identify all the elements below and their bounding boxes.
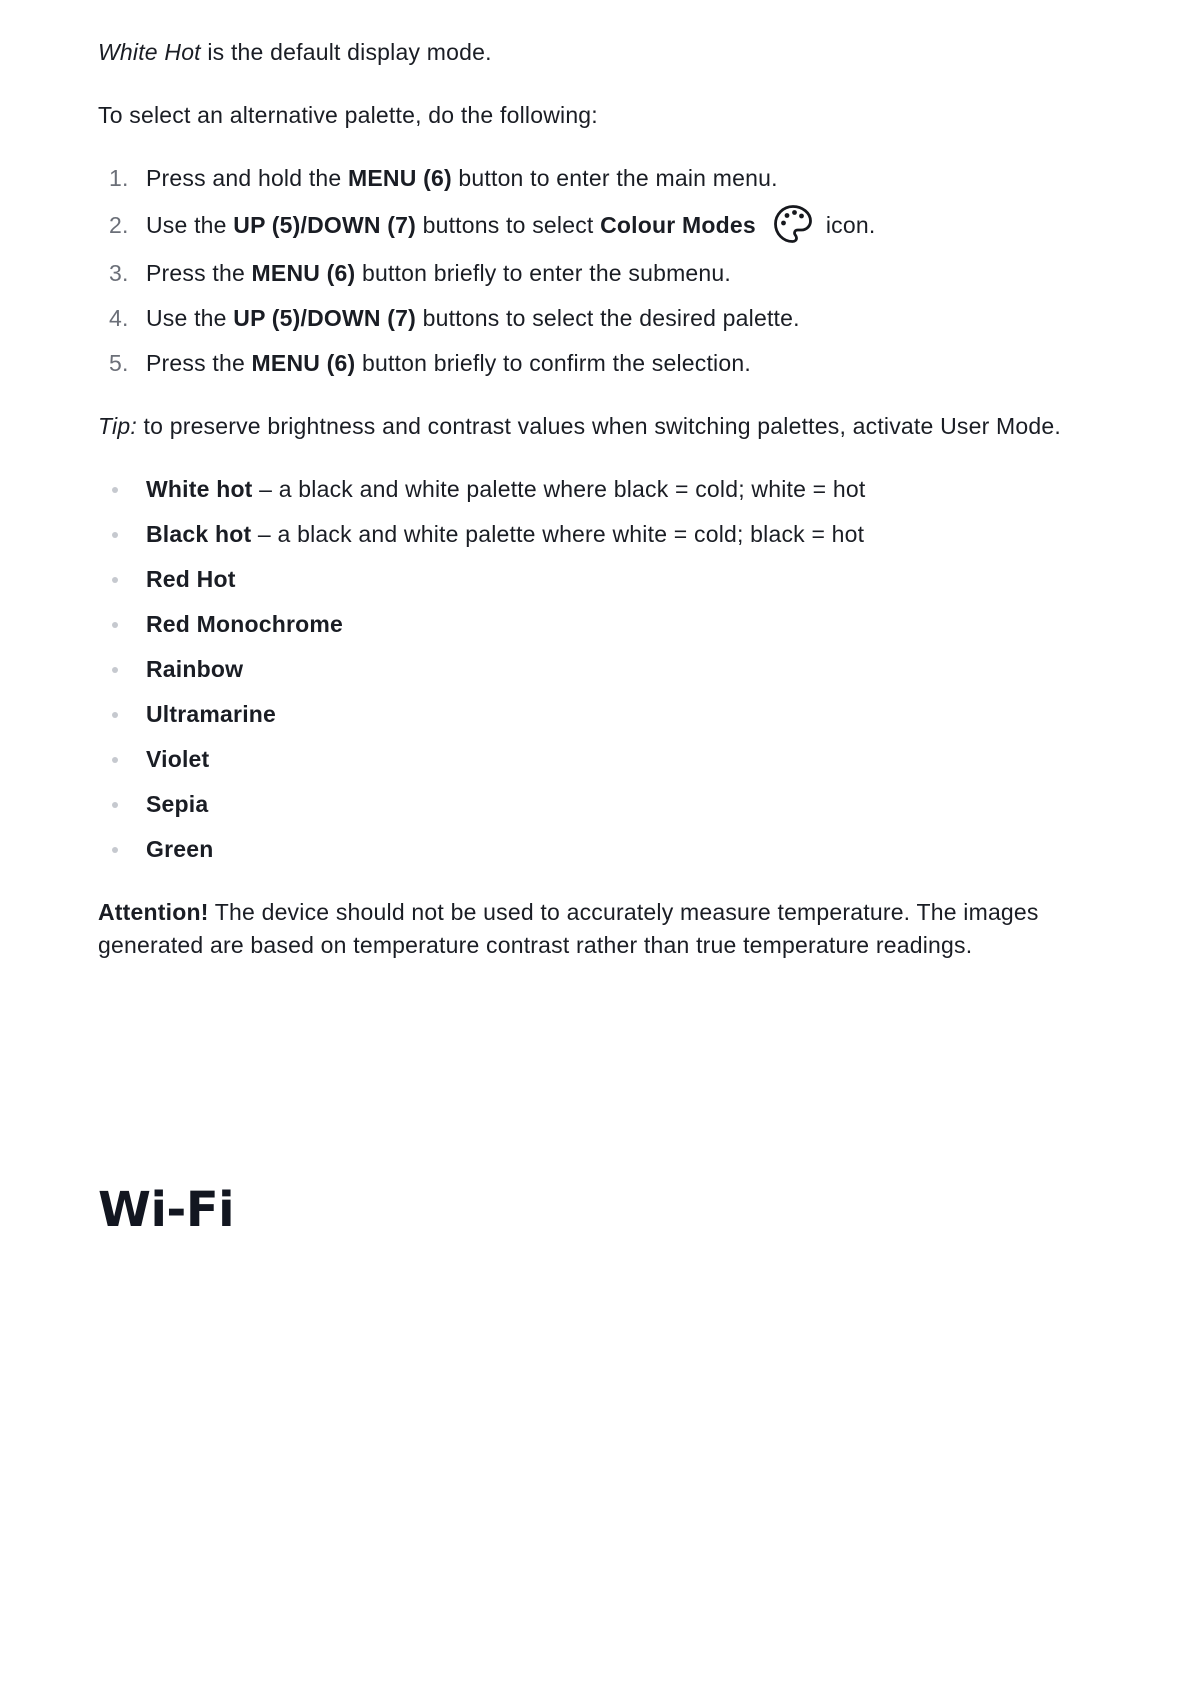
step-text: Use the [146,212,234,238]
select-instructions: To select an alternative palette, do the following: [98,102,598,128]
step-number: 4. [109,304,129,331]
step-text: Use the [146,304,234,331]
steps-list [98,162,1098,380]
palette-list [98,473,1098,866]
palette-name: Violet [146,745,210,772]
bullet-dot [112,487,118,493]
step-number: 5. [109,349,129,376]
step-menu-name: Colour Modes [600,212,756,238]
palette-description: – a black and white palette where black = cold; white = hot [252,475,866,502]
palette-description: – a black and white palette where white = cold; black = hot [251,520,865,547]
palette-name: Black hot [146,520,252,547]
attention-paragraph [98,896,1098,962]
bullet-dot [112,802,118,808]
palette-icon [772,203,814,245]
palette-name: Sepia [146,790,209,817]
bullet-dot [112,667,118,673]
step-text: Press and hold the [146,165,348,191]
step-item [98,207,1098,245]
step-text: button briefly to enter the submenu. [355,259,731,286]
palette-name: Ultramarine [146,700,277,727]
step-item [98,257,1098,290]
palette-item [98,698,1098,731]
palette-name: Red Hot [146,565,236,592]
palette-name: Red Monochrome [146,610,344,637]
step-button-name: UP (5)/DOWN (7) [233,304,417,331]
step-number: 3. [109,259,129,286]
step-number: 1. [109,165,129,191]
bullet-dot [112,577,118,583]
step-text: button briefly to confirm the selection. [355,349,751,376]
step-text: icon. [825,212,876,238]
attention-text: The device should not be used to accurately measure temperature. The images generated are based on temperature contrast rather than true temperature readings. [98,898,1039,958]
step-button-name: MENU (6) [251,259,356,286]
palette-item [98,833,1098,866]
intro-paragraph [98,36,1098,69]
bullet-dot [112,712,118,718]
user-mode-reference: User Mode. [940,412,1061,439]
palette-item [98,473,1098,506]
palette-name: White hot [146,475,253,502]
tip-paragraph [98,410,1098,443]
bullet-dot [112,847,118,853]
step-text: button to enter the main menu. [451,165,778,191]
step-button-name: UP (5)/DOWN (7) [233,212,417,238]
step-item [98,302,1098,335]
default-mode-name: White Hot [98,39,201,65]
step-text: buttons to select [416,212,601,238]
step-number: 2. [109,212,129,238]
palette-item [98,518,1098,551]
step-item [98,162,1098,195]
step-text: buttons to select the desired palette. [416,304,800,331]
bullet-dot [112,757,118,763]
palette-name: Green [146,835,214,862]
palette-item [98,653,1098,686]
palette-name: Rainbow [146,655,244,682]
document-page [98,36,1098,962]
palette-item [98,788,1098,821]
step-text: Press the [146,349,252,376]
step-button-name: MENU (6) [251,349,356,376]
step-text: Press the [146,259,252,286]
intro-text: is the default display mode. [200,39,492,65]
attention-label: Attention! [98,898,209,925]
section-heading: Wi-Fi [98,1182,235,1238]
tip-label: Tip: [98,412,137,439]
step-button-name: MENU (6) [347,165,452,191]
tip-text: to preserve brightness and contrast values when switching palettes, activate [136,412,941,439]
palette-item [98,608,1098,641]
palette-item [98,563,1098,596]
bullet-dot [112,532,118,538]
step-item [98,347,1098,380]
palette-item [98,743,1098,776]
bullet-dot [112,622,118,628]
